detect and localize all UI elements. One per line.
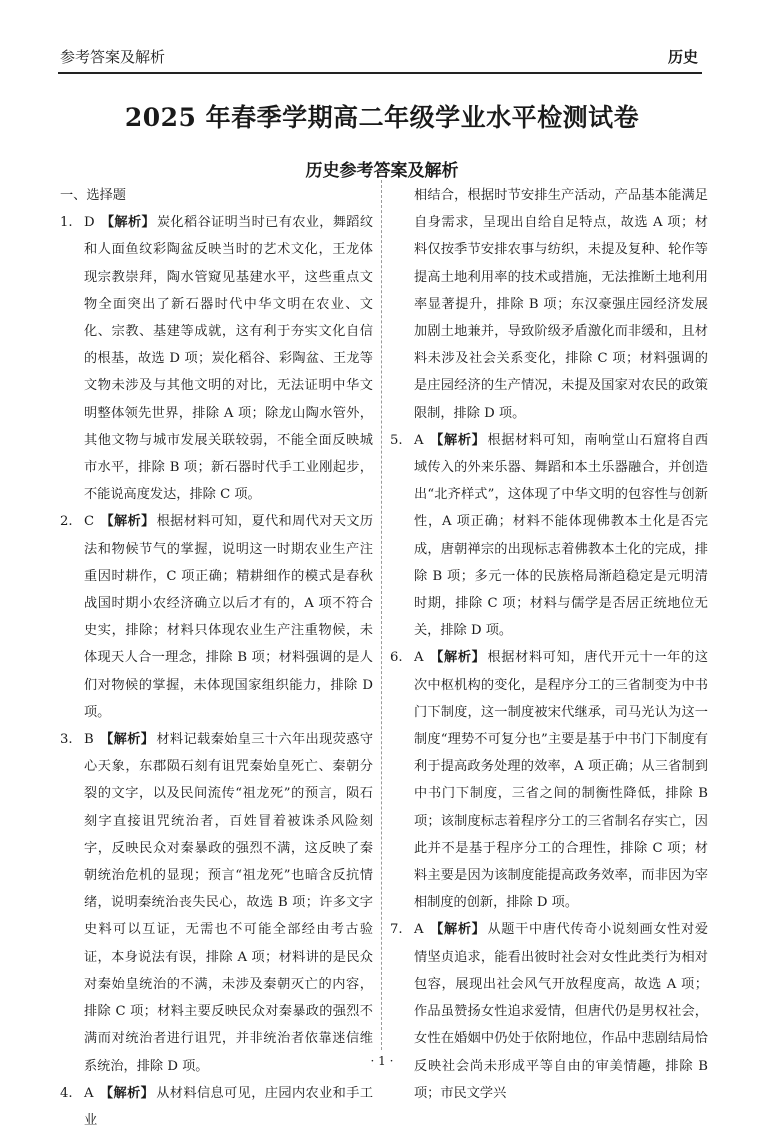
answer-item-1 [60,209,373,508]
right-column [390,182,708,1107]
column-divider [381,180,382,1050]
analysis-text: 从题干中唐代传奇小说刻画女性对爱情坚贞追求，能看出彼时社会对女性此类行为相对包容，展现出社会风气开放程度高，故选 A 项；作品虽赞扬女性追求爱情，但唐代仍是男权社会，女性在婚姻中仍处于依附地位，作品中悲剧结局恰反映社会尚未形成平等自由的审美情趣，排除 B 项；市民文学兴 [414,922,709,1101]
header-left-label: 参考答案及解析 [60,48,166,66]
item-number: 6. [390,650,403,666]
item-number: 7. [390,922,403,938]
item-number: 3. [60,732,73,748]
answer-item-6 [390,644,708,916]
page-header [60,46,698,68]
analysis-text: 根据材料可知，夏代和周代对天文历法和物候节气的掌握，说明这一时期农业生产注重因时耕作，C 项正确；精耕细作的模式是春秋战国时期小农经济确立以后才有的，A 项不符合史实，排除；材料只体现农业生产注重物候，未体现天人合一理念，排除 B 项；材料强调的是人们对物候的掌握，未体现国家组织能力，排除 D 项。 [84,514,374,720]
item-number: 5. [390,432,403,448]
answer-letter: A [414,922,424,938]
header-rule [58,72,702,74]
item-number: 1. [60,215,73,231]
answer-item-2 [60,508,373,726]
page-title: 2025 年春季学期高二年级学业水平检测试卷 [124,103,640,132]
answer-letter: D [84,215,95,231]
analysis-text: 根据材料可知，唐代开元十一年的这次中枢机构的变化，是程序分工的三省制变为中书门下制度，这一制度被宋代继承，司马光认为这一制度“理势不可复分也”主要是基于中书门下制度有利于提高政务处理的效率，A 项正确；从三省制到中书门下制度，三省之间的制衡性降低，排除 B 项；该制度标志着程序分工的三省制名存实亡，因此并不是基于程序分工的合理性，排除 C 项；材料主要是因为该制度能提高政务效率，而非因为宰相制度的创新，排除 D 项。 [414,650,709,911]
section-heading: 一、选择题 [60,188,126,203]
answer-letter: A [84,1085,94,1101]
analysis-tag: 【解析】 [100,215,155,231]
header-subject-label: 历史 [667,48,698,66]
answer-item-4-continued: 相结合，根据时节安排生产活动，产品基本能满足自身需求，呈现出自给自足特点，故选 A 项；材料仅按季节安排农事与纺织，未提及复种、轮作等提高土地利用率的技术或措施，无法推断土地利用率显著提升，排除 B 项；东汉豪强庄园经济发展加剧土地兼并，导致阶级矛盾激化而非缓和，且材料未涉及社会关系变化，排除 C 项；材料强调的是庄园经济的生产情况，未提及国家对农民的政策限制，排除 D 项。 [414,188,708,421]
page-number: · 1 · [370,1054,394,1068]
item-number: 2. [60,514,73,530]
answer-item-3 [60,726,373,1080]
analysis-tag: 【解析】 [100,514,155,530]
answer-letter: B [84,732,94,748]
analysis-text: 从材料信息可见，庄园内农业和手工业 [84,1085,374,1128]
item-number: 4. [60,1085,73,1101]
analysis-tag: 【解析】 [99,732,155,748]
analysis-tag: 【解析】 [429,922,486,938]
analysis-tag: 【解析】 [429,650,486,666]
analysis-tag: 【解析】 [429,432,486,448]
analysis-text: 材料记载秦始皇三十六年出现荧惑守心天象，东郡陨石刻有诅咒秦始皇死亡、秦朝分裂的文字，以及民间流传“祖龙死”的预言，陨石刻字直接诅咒统治者，百姓冒着被诛杀风险刻字，反映民众对秦暴政的强烈不满，这反映了秦朝统治危机的显现；预言“祖龙死”也暗含反抗情绪，说明秦统治丧失民心，故选 B 项；许多文字史料可以互证，无需也不可能全部经由考古验证，本身说法有误，排除 A 项；材料讲的是民众对秦始皇统治的不满，未涉及秦朝灭亡的内容，排除 C 项；材料主要反映民众对秦暴政的强烈不满而对统治者进行诅咒，并非统治者依靠迷信维系统治，排除 D 项。 [84,732,374,1074]
answer-item-4 [60,1080,373,1134]
answer-letter: C [84,514,95,530]
analysis-tag: 【解析】 [99,1085,155,1101]
page-subtitle: 历史参考答案及解析 [305,161,459,181]
answer-item-7 [390,916,708,1106]
left-column [60,182,373,1134]
answer-letter: A [414,432,424,448]
analysis-text: 炭化稻谷证明当时已有农业，舞蹈纹和人面鱼纹彩陶盆反映当时的艺术文化，王龙体现宗教崇拜，陶水管窥见基建水平，这些重点文物全面突出了新石器时代中华文明在农业、文化、宗教、基建等成就，这有利于夯实文化自信的根基，故选 D 项；炭化稻谷、彩陶盆、王龙等文物未涉及与其他文明的对比，无法证明中华文明整体领先世界，排除 A 项；除龙山陶水管外，其他文物与城市发展关联较弱，不能全面反映城市水平，排除 B 项；新石器时代手工业刚起步，不能说高度发达，排除 C 项。 [84,215,374,503]
analysis-text: 根据材料可知，南响堂山石窟将自西域传入的外来乐器、舞蹈和本土乐器融合，并创造出“北齐样式”，这体现了中华文明的包容性与创新性，A 项正确；材料不能体现佛教本土化是否完成，唐朝禅宗的出现标志着佛教本土化的完成，排除 B 项；多元一体的民族格局渐趋稳定是元明清时期，排除 C 项；材料与儒学是否居正统地位无关，排除 D 项。 [414,432,709,639]
answer-item-5 [390,427,708,645]
answer-letter: A [414,650,424,666]
